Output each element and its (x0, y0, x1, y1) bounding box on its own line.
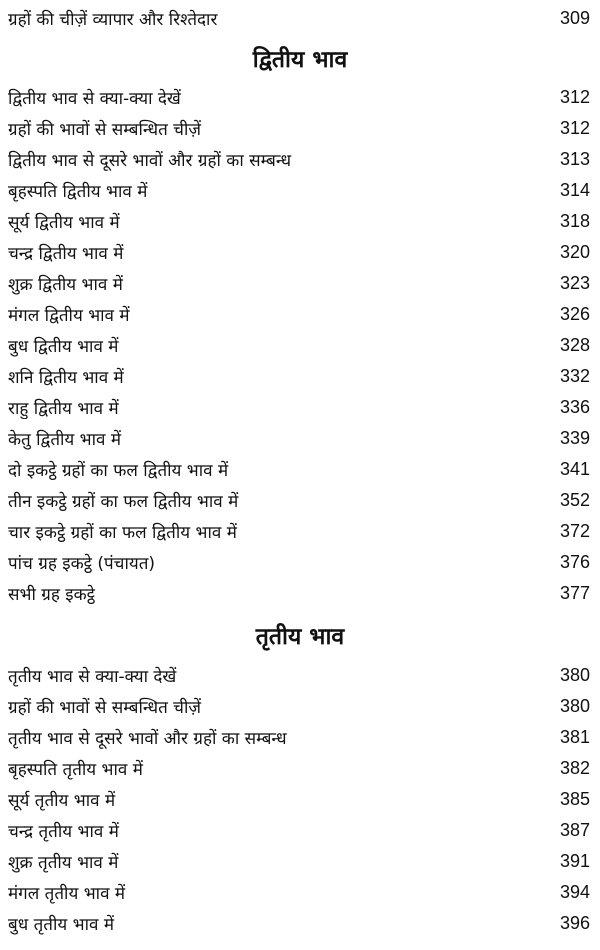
entry-title: सूर्य द्वितीय भाव में (8, 212, 120, 233)
entry-page-number: 312 (559, 86, 590, 107)
entry-page-number: 376 (559, 551, 590, 572)
toc-entry (8, 877, 592, 907)
entry-title: द्वितीय भाव से क्या-क्या देखें (8, 88, 181, 109)
toc-entry (8, 299, 592, 329)
entry-title: बृहस्पति द्वितीय भाव में (8, 181, 148, 202)
entry-page-number: 385 (559, 788, 590, 809)
section-heading: द्वितीय भाव (252, 47, 348, 73)
entry-page-number: 318 (559, 210, 590, 231)
entry-title: चन्द्र द्वितीय भाव में (8, 243, 124, 264)
toc-entry (8, 82, 592, 112)
entry-title: ग्रहों की चीज़ें व्यापार और रिश्तेदार (8, 9, 218, 30)
toc-entry (8, 454, 592, 484)
toc-entry (8, 691, 592, 721)
entry-title: शुक्र तृतीय भाव में (8, 852, 119, 873)
entry-page-number: 314 (559, 179, 590, 200)
entry-title: मंगल तृतीय भाव में (8, 883, 126, 904)
entry-title: बुध द्वितीय भाव में (8, 336, 119, 357)
entry-title: मंगल द्वितीय भाव में (8, 305, 130, 326)
entry-page-number: 312 (559, 117, 590, 138)
entry-title: तृतीय भाव से क्या-क्या देखें (8, 666, 177, 687)
toc-entry (8, 3, 592, 33)
toc-entry (8, 392, 592, 422)
entry-page-number: 341 (559, 458, 590, 479)
entry-title: सभी ग्रह इकट्ठे (8, 584, 95, 605)
entry-page-number: 391 (559, 850, 590, 871)
entry-title: राहु द्वितीय भाव में (8, 398, 119, 419)
toc-entry (8, 144, 592, 174)
entry-title: बृहस्पति तृतीय भाव में (8, 759, 143, 780)
toc-entry (8, 330, 592, 360)
toc-entry (8, 485, 592, 515)
toc-entry (8, 113, 592, 143)
toc-entry (8, 722, 592, 752)
toc-entry (8, 784, 592, 814)
entry-page-number: 336 (559, 396, 590, 417)
toc-entry (8, 516, 592, 546)
entry-title: सूर्य तृतीय भाव में (8, 790, 116, 811)
entry-title: ग्रहों की भावों से सम्बन्धित चीज़ें (8, 119, 201, 140)
entry-title: बुध तृतीय भाव में (8, 914, 114, 935)
toc-entry (8, 423, 592, 453)
entry-page-number: 328 (559, 334, 590, 355)
entry-page-number: 380 (559, 695, 590, 716)
entry-page-number: 380 (559, 664, 590, 685)
entry-page-number: 372 (559, 520, 590, 541)
entry-title: केतु द्वितीय भाव में (8, 429, 122, 450)
toc-entry (8, 660, 592, 690)
entry-title: तीन इकट्ठे ग्रहों का फल द्वितीय भाव में (8, 491, 239, 512)
toc-entry (8, 846, 592, 876)
entry-page-number: 323 (559, 272, 590, 293)
toc-entry (8, 268, 592, 298)
entry-title: चन्द्र तृतीय भाव में (8, 821, 119, 842)
entry-title: तृतीय भाव से दूसरे भावों और ग्रहों का सम्बन्ध (8, 728, 287, 749)
entry-page-number: 394 (559, 881, 590, 902)
toc-entry (8, 908, 592, 938)
entry-page-number: 396 (559, 912, 590, 933)
entry-title: द्वितीय भाव से दूसरे भावों और ग्रहों का सम्बन्ध (8, 150, 292, 171)
entry-title: पांच ग्रह इकट्ठे (पंचायत) (8, 553, 156, 574)
entry-page-number: 382 (559, 757, 590, 778)
entry-title: शुक्र द्वितीय भाव में (8, 274, 123, 295)
entry-page-number: 377 (559, 582, 590, 603)
toc-entry (8, 578, 592, 608)
entry-page-number: 326 (559, 303, 590, 324)
toc-entry (8, 815, 592, 845)
entry-page-number: 387 (559, 819, 590, 840)
toc-entry (8, 175, 592, 205)
toc-entry (8, 206, 592, 236)
entry-title: चार इकट्ठे ग्रहों का फल द्वितीय भाव में (8, 522, 237, 543)
entry-page-number: 352 (559, 489, 590, 510)
entry-page-number: 313 (559, 148, 590, 169)
section-heading: तृतीय भाव (255, 624, 345, 650)
entry-title: शनि द्वितीय भाव में (8, 367, 124, 388)
entry-page-number: 332 (559, 365, 590, 386)
toc-entry (8, 753, 592, 783)
entry-page-number: 309 (559, 7, 590, 28)
entry-page-number: 381 (559, 726, 590, 747)
entry-title: ग्रहों की भावों से सम्बन्धित चीज़ें (8, 697, 201, 718)
entry-page-number: 320 (559, 241, 590, 262)
toc-entry (8, 547, 592, 577)
entry-title: दो इकट्ठे ग्रहों का फल द्वितीय भाव में (8, 460, 229, 481)
toc-entry (8, 361, 592, 391)
toc-entry (8, 237, 592, 267)
entry-page-number: 339 (559, 427, 590, 448)
